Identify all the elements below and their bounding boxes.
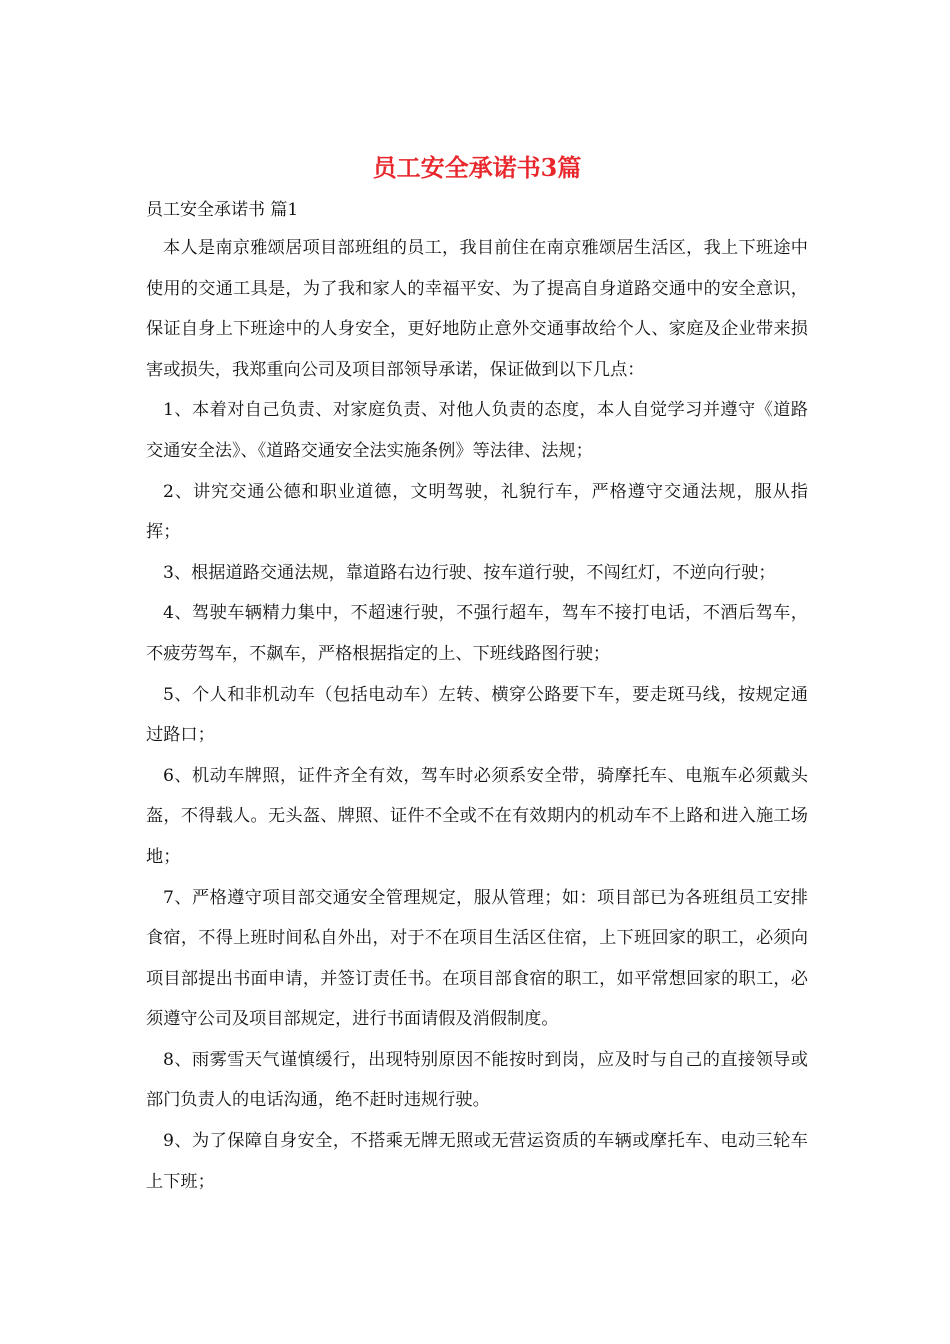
paragraph-item-1: 1、本着对自己负责、对家庭负责、对他人负责的态度，本人自觉学习并遵守《道路交通安全法》、《道路交通安全法实施条例》等法律、法规； xyxy=(146,400,808,461)
document-body xyxy=(146,228,808,1202)
paragraph-intro: 本人是南京雅颂居项目部班组的员工，我目前住在南京雅颂居生活区，我上下班途中使用的交通工具是，为了我和家人的幸福平安、为了提高自身道路交通中的安全意识，保证自身上下班途中的人身安全，更好地防止意外交通事故给个人、家庭及企业带来损害或损失，我郑重向公司及项目部领导承诺，保证做到以下几点： xyxy=(146,238,808,380)
paragraph-item-8: 8、雨雾雪天气谨慎缓行，出现特别原因不能按时到岗，应及时与自己的直接领导或部门负责人的电话沟通，绝不赶时违规行驶。 xyxy=(146,1049,808,1111)
paragraph-item-7: 7、严格遵守项目部交通安全管理规定，服从管理；如：项目部已为各班组员工安排食宿，不得上班时间私自外出，对于不在项目生活区住宿，上下班回家的职工，必须向项目部提出书面申请，并签订责任书。在项目部食宿的职工，如平常想回家的职工，必须遵守公司及项目部规定，进行书面请假及消假制度。 xyxy=(146,887,808,1030)
document-title: 员工安全承诺书3篇 xyxy=(372,153,582,182)
paragraph-item-6: 6、机动车牌照，证件齐全有效，驾车时必须系安全带，骑摩托车、电瓶车必须戴头盔，不得载人。无头盔、牌照、证件不全或不在有效期内的机动车不上路和进入施工场地； xyxy=(146,765,808,867)
paragraph-item-5: 5、个人和非机动车（包括电动车）左转、横穿公路要下车，要走斑马线，按规定通过路口； xyxy=(146,684,808,746)
section-heading: 员工安全承诺书 篇1 xyxy=(146,200,299,220)
paragraph-item-3: 3、根据道路交通法规，靠道路右边行驶、按车道行驶，不闯红灯，不逆向行驶； xyxy=(163,562,776,583)
paragraph-item-9: 9、为了保障自身安全，不搭乘无牌无照或无营运资质的车辆或摩托车、电动三轮车上下班； xyxy=(146,1131,808,1192)
paragraph-item-2: 2、讲究交通公德和职业道德，文明驾驶，礼貌行车，严格遵守交通法规，服从指挥； xyxy=(146,481,808,543)
paragraph-item-4: 4、驾驶车辆精力集中，不超速行驶，不强行超车，驾车不接打电话，不酒后驾车，不疲劳驾车，不飙车，严格根据指定的上、下班线路图行驶； xyxy=(146,603,808,664)
